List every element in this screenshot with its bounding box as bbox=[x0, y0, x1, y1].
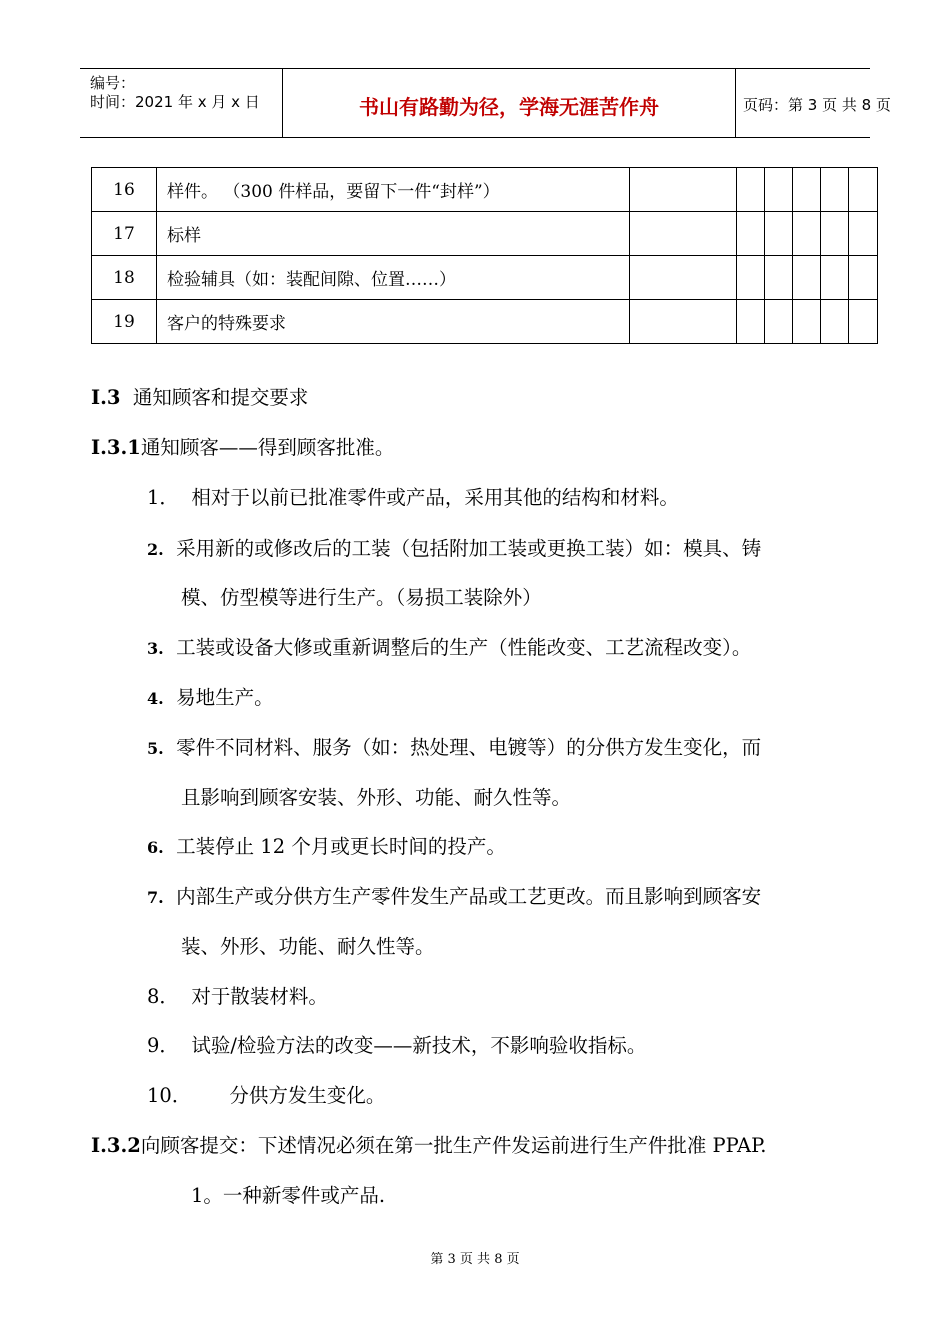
table-cell bbox=[737, 256, 765, 300]
page-footer: 第 3 页 共 8 页 bbox=[430, 1252, 520, 1267]
section-heading-i32 bbox=[91, 1130, 766, 1158]
header-motto: 书山有路勤为径，学海无涯苦作舟 bbox=[359, 95, 659, 119]
table-cell bbox=[821, 212, 849, 256]
section-number: I.3.1 bbox=[91, 436, 141, 459]
item-number: 9． bbox=[147, 1034, 179, 1057]
item-text: 相对于以前已批准零件或产品，采用其他的结构和材料。 bbox=[191, 486, 679, 509]
table-row bbox=[92, 256, 878, 300]
item-number: 7. bbox=[147, 888, 164, 907]
item-number: 3. bbox=[147, 639, 164, 658]
section-title: 通知顾客和提交要求 bbox=[132, 386, 309, 409]
header-middle-cell bbox=[282, 69, 736, 137]
list-item bbox=[147, 732, 761, 760]
list-item bbox=[147, 533, 761, 561]
document-number-label: 编号： bbox=[90, 74, 136, 92]
row-number: 17 bbox=[92, 212, 157, 256]
item-number: 8． bbox=[147, 985, 179, 1008]
table-row bbox=[92, 300, 878, 344]
table-cell bbox=[849, 168, 878, 212]
list-item bbox=[147, 632, 751, 660]
table-cell bbox=[821, 256, 849, 300]
item-number: 1． bbox=[147, 486, 179, 509]
page-header bbox=[80, 68, 891, 138]
list-item bbox=[147, 1080, 385, 1108]
table-cell bbox=[793, 256, 821, 300]
table-cell bbox=[793, 300, 821, 344]
row-number: 18 bbox=[92, 256, 157, 300]
table-cell bbox=[765, 168, 793, 212]
section-number: I.3.2 bbox=[91, 1134, 141, 1157]
item-number: 2. bbox=[147, 540, 164, 559]
table-cell bbox=[630, 256, 737, 300]
row-number: 19 bbox=[92, 300, 157, 344]
table-cell bbox=[793, 212, 821, 256]
table-cell bbox=[849, 212, 878, 256]
list-item bbox=[147, 1030, 646, 1058]
list-item bbox=[147, 831, 506, 859]
item-number: 10． bbox=[147, 1084, 192, 1107]
table-cell bbox=[737, 212, 765, 256]
table-cell bbox=[737, 300, 765, 344]
document-date-label: 时间：2021 年 x 月 x 日 bbox=[90, 93, 260, 111]
item-text: 分供方发生变化。 bbox=[229, 1084, 386, 1107]
section-heading-i31 bbox=[91, 432, 394, 460]
section-title: 通知顾客——得到顾客批准。 bbox=[140, 436, 395, 459]
items-table bbox=[91, 167, 878, 344]
item-number: 6. bbox=[147, 838, 164, 857]
table-cell bbox=[793, 168, 821, 212]
section-number: I.3 bbox=[91, 386, 121, 409]
list-item bbox=[147, 881, 761, 909]
section-title: 向顾客提交：下述情况必须在第一批生产件发运前进行生产件批准 PPAP. bbox=[140, 1134, 767, 1157]
header-left-cell bbox=[80, 69, 282, 137]
table-cell bbox=[765, 300, 793, 344]
item-text: 工装停止 12 个月或更长时间的投产。 bbox=[176, 835, 506, 858]
item-number: 5. bbox=[147, 739, 164, 758]
list-item: 1。一种新零件或产品. bbox=[191, 1184, 386, 1207]
row-text: 标样 bbox=[157, 212, 630, 256]
item-text: 采用新的或修改后的工装（包括附加工装或更换工装）如：模具、铸 bbox=[176, 537, 762, 560]
table-cell bbox=[849, 256, 878, 300]
item-number: 4. bbox=[147, 689, 164, 708]
table-cell bbox=[765, 212, 793, 256]
table-cell bbox=[737, 168, 765, 212]
table-cell bbox=[630, 168, 737, 212]
table-cell bbox=[630, 300, 737, 344]
table-row bbox=[92, 168, 878, 212]
table-cell bbox=[849, 300, 878, 344]
table-cell bbox=[765, 256, 793, 300]
row-text: 检验辅具（如：装配间隙、位置……） bbox=[157, 256, 630, 300]
list-item bbox=[147, 981, 328, 1009]
list-item-continuation: 装、外形、功能、耐久性等。 bbox=[181, 935, 435, 958]
row-text: 客户的特殊要求 bbox=[157, 300, 630, 344]
header-right-cell bbox=[735, 69, 891, 137]
item-text: 工装或设备大修或重新调整后的生产（性能改变、工艺流程改变）。 bbox=[176, 636, 752, 659]
row-number: 16 bbox=[92, 168, 157, 212]
item-text: 易地生产。 bbox=[176, 686, 274, 709]
item-text: 零件不同材料、服务（如：热处理、电镀等）的分供方发生变化，而 bbox=[176, 736, 762, 759]
item-text: 试验/检验方法的改变——新技术，不影响验收指标。 bbox=[191, 1034, 647, 1057]
header-page-label: 页码：第 3 页 共 8 页 bbox=[743, 96, 891, 114]
item-text: 对于散装材料。 bbox=[191, 985, 328, 1008]
list-item-continuation: 模、仿型模等进行生产。（易损工装除外） bbox=[181, 586, 542, 609]
table-row bbox=[92, 212, 878, 256]
list-item bbox=[147, 482, 679, 510]
table-cell bbox=[821, 300, 849, 344]
row-text: 样件。 （300 件样品，要留下一件“封样”） bbox=[157, 168, 630, 212]
list-item-continuation: 且影响到顾客安装、外形、功能、耐久性等。 bbox=[181, 786, 572, 809]
table-cell bbox=[630, 212, 737, 256]
table-cell bbox=[821, 168, 849, 212]
list-item bbox=[147, 682, 274, 710]
section-heading-i3 bbox=[91, 382, 308, 410]
item-text: 内部生产或分供方生产零件发生产品或工艺更改。而且影响到顾客安 bbox=[176, 885, 762, 908]
